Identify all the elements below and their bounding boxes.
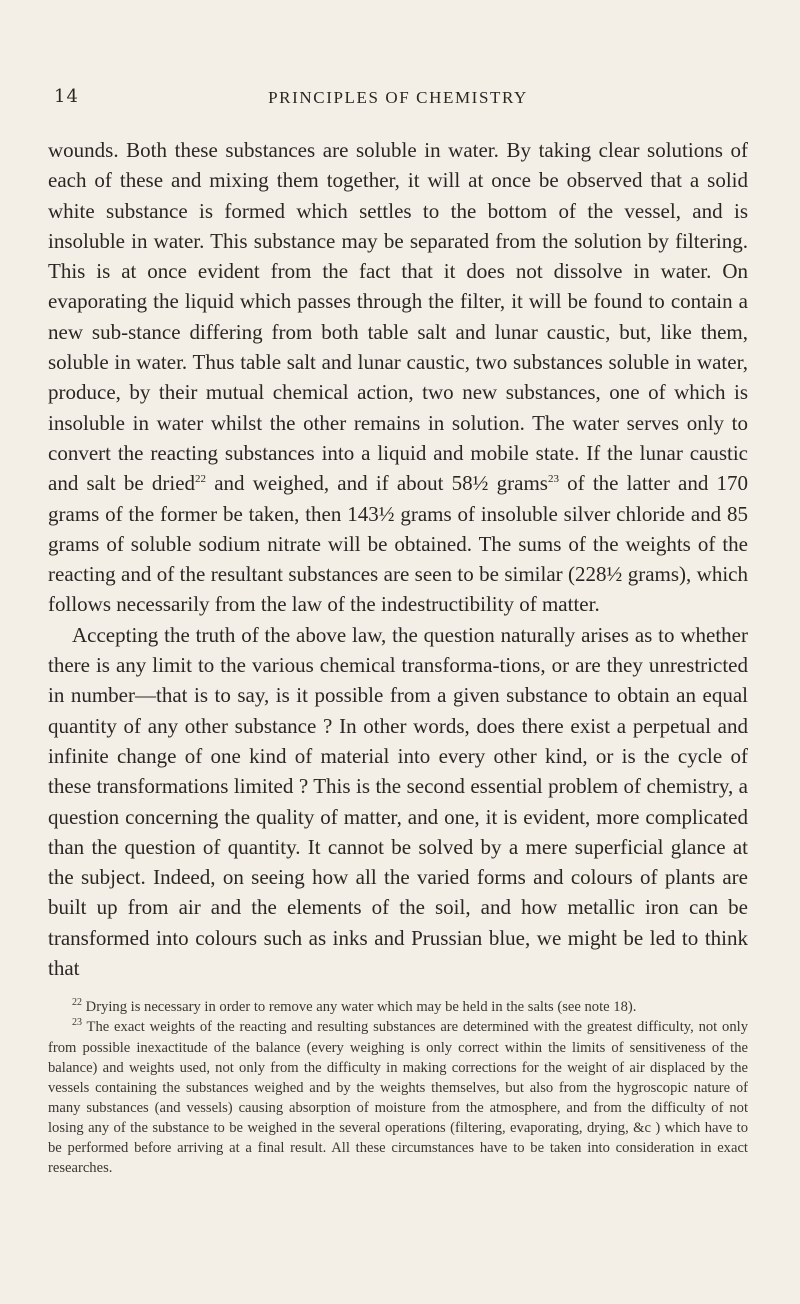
- page-number: 14: [54, 86, 79, 107]
- running-head: PRINCIPLES OF CHEMISTRY: [268, 88, 528, 107]
- footnote-23-marker: 23: [72, 1017, 82, 1029]
- footnote-22-text: Drying is necessary in order to remove any water which may be held in the salts (see note 18).: [82, 999, 637, 1016]
- paragraph-2-text: Accepting the truth of the above law, the question naturally arises as to whether there is any limit to the various chemical transforma-tions, or are they unrestricted in number—that is to say, is it possible from a given substance to obtain an equal quantity of any other substance ? In other words, does there exist a perpetual and infinite change of one kind of material into every other kind, or is the cycle of these transformations limited ? This is the second essential problem of chemistry, a question concerning the quality of matter, and one, it is evident, more complicated than the question of quantity. It cannot be solved by a mere superficial glance at the subject. Indeed, on seeing how all the varied forms and colours of plants are built up from air and the elements of the soil, and how metallic iron can be transformed into colours such as inks and Prussian blue, we might be led to think that: [48, 622, 748, 981]
- footnote-ref-22: 22: [195, 473, 207, 486]
- paragraph-2: [48, 620, 748, 984]
- footnote-23: [48, 1017, 748, 1178]
- footnote-22-marker: 22: [72, 997, 82, 1009]
- footnote-ref-23: 23: [547, 473, 559, 486]
- body-text: [48, 135, 748, 983]
- book-page: [48, 80, 748, 1178]
- paragraph-1-text-c: of the latter and 170 grams of the former be taken, then 143½ grams of insoluble silver chloride and 85 grams of soluble sodium nitrate will be obtained. The sums of the weights of the reacting and of the resultant substances are seen to be similar (228½ grams), which follows necessarily from the law of the indestructibility of matter.: [48, 471, 749, 617]
- footnote-22: [48, 997, 748, 1017]
- paragraph-1-text-a: wounds. Both these substances are soluble in water. By taking clear solutions of each of these and mixing them together, it will at once be observed that a solid white substance is formed which settles to the bottom of the vessel, and is insoluble in water. This substance may be separated from the solution by filtering. This is at once evident from the fact that it does not dissolve in water. On evaporating the liquid which passes through the filter, it will be found to contain a new sub-stance differing from both table salt and lunar caustic, but, like them, soluble in water. Thus table salt and lunar caustic, two substances soluble in water, produce, by their mutual chemical action, two new substances, one of which is insoluble in water whilst the other remains in solution. The water serves only to convert the reacting substances into a liquid and mobile state. If the lunar caustic and salt be dried: [48, 138, 748, 496]
- footnotes: [48, 997, 748, 1178]
- footnote-23-text: The exact weights of the reacting and resulting substances are determined with the greatest difficulty, not only from possible inexactitude of the balance (every weighing is only correct within the limits of sensitiveness of the balance) and weights used, not only from the difficulty in making corrections for the weight of air displaced by the vessels containing the substances weighed and by the weights themselves, but also from the hygroscopic nature of many substances (and vessels) causing absorption of moisture from the atmosphere, and from the difficulty of not losing any of the substance to be weighed in the several operations (filtering, evaporating, drying, &c ) which have to be performed before arriving at a final result. All these circumstances have to be taken into consideration in exact researches.: [48, 1019, 748, 1177]
- paragraph-1: [48, 135, 748, 620]
- paragraph-1-text-b: and weighed, and if about 58½ grams: [206, 471, 548, 496]
- page-header: [48, 80, 748, 110]
